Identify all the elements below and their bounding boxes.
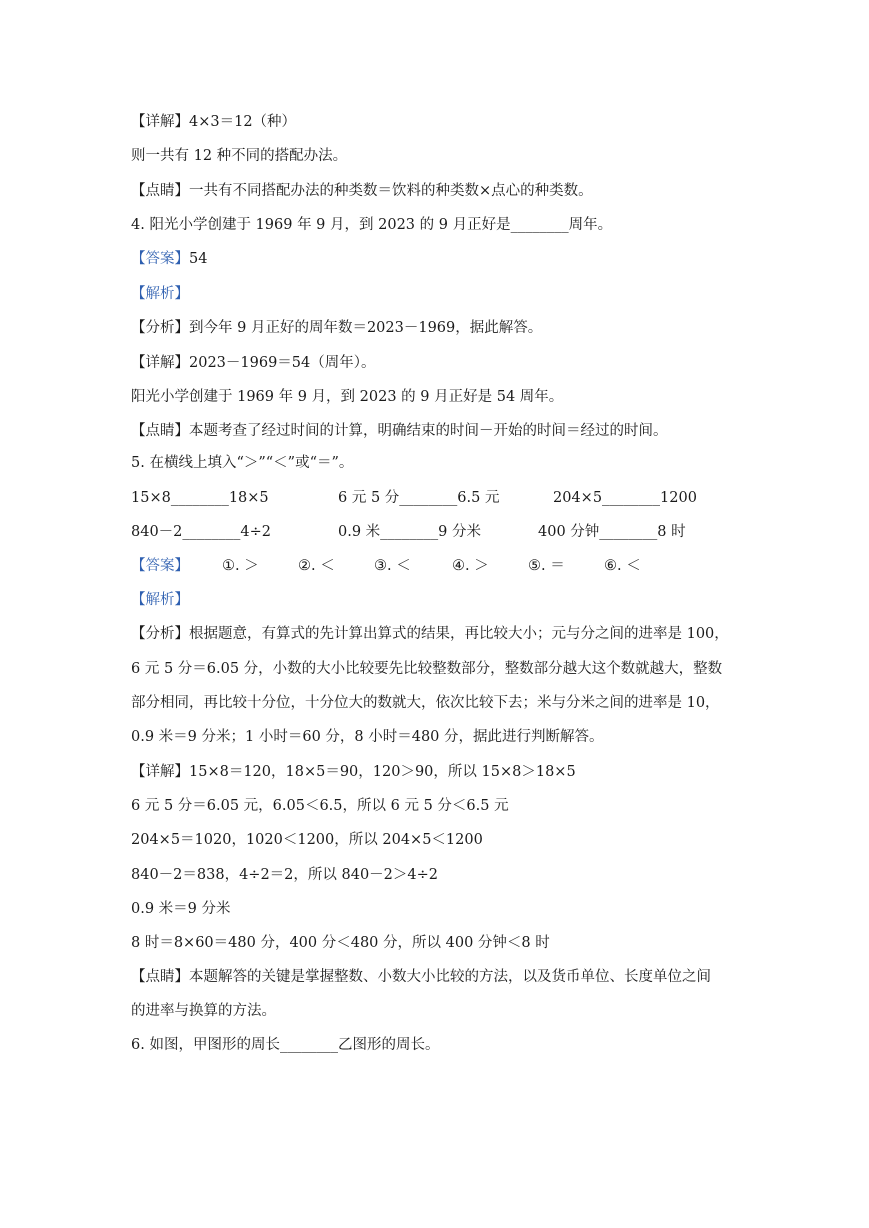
answer-tag: 【答案】 (131, 251, 189, 267)
compare-item: 15×8________18×5 (131, 490, 269, 506)
text-line: 【点睛】本题解答的关键是掌握整数、小数大小比较的方法，以及货币单位、长度单位之间 (131, 969, 711, 985)
answer-item: ④. ＞ (452, 558, 489, 574)
text-line: 【详解】15×8＝120，18×5＝90，120＞90，所以 15×8＞18×5 (131, 764, 576, 780)
analysis-tag: 【解析】 (131, 592, 189, 608)
text-line: 0.9 米＝9 分米 (131, 901, 231, 917)
compare-item: 840－2________4÷2 (131, 524, 272, 540)
text-line: 0.9 米＝9 分米；1 小时＝60 分，8 小时＝480 分，据此进行判断解答。 (131, 729, 604, 745)
question-5: 5. 在横线上填入“＞”“＜”或“＝”。 (131, 455, 354, 471)
text-line: 【点睛】一共有不同搭配办法的种类数＝饮料的种类数×点心的种类数。 (131, 183, 593, 199)
question-6: 6. 如图，甲图形的周长________乙图形的周长。 (131, 1037, 440, 1053)
text-line: 的进率与换算的方法。 (131, 1003, 276, 1019)
answer-item: ⑥. ＜ (604, 558, 641, 574)
text-line: 则一共有 12 种不同的搭配办法。 (131, 148, 348, 164)
compare-item: 204×5________1200 (553, 490, 697, 506)
analysis-tag: 【解析】 (131, 286, 189, 302)
text-line: 阳光小学创建于 1969 年 9 月，到 2023 的 9 月正好是 54 周年。 (131, 389, 564, 405)
answer-line (131, 249, 207, 269)
text-line: 840－2＝838，4÷2＝2，所以 840－2＞4÷2 (131, 867, 439, 883)
text-line: 【详解】2023－1969＝54（周年）。 (131, 355, 376, 371)
question-4: 4. 阳光小学创建于 1969 年 9 月，到 2023 的 9 月正好是________周年。 (131, 217, 613, 233)
text-line: 【分析】到今年 9 月正好的周年数＝2023－1969，据此解答。 (131, 320, 543, 336)
text-line: 8 时＝8×60＝480 分，400 分＜480 分，所以 400 分钟＜8 时 (131, 935, 550, 951)
compare-item: 400 分钟________8 时 (538, 524, 686, 540)
answer-item: ⑤. ＝ (528, 558, 565, 574)
answer-item: ③. ＜ (374, 558, 411, 574)
text-line: 【分析】根据题意，有算式的先计算出算式的结果，再比较大小；元与分之间的进率是 100， (131, 626, 729, 642)
compare-item: 0.9 米________9 分米 (338, 524, 482, 540)
compare-item: 6 元 5 分________6.5 元 (338, 490, 500, 506)
text-line: 【详解】4×3＝12（种） (131, 114, 297, 130)
text-line: 6 元 5 分＝6.05 元，6.05＜6.5，所以 6 元 5 分＜6.5 元 (131, 798, 509, 814)
answer-item: ①. ＞ (222, 558, 259, 574)
answer-tag: 【答案】 (131, 558, 189, 574)
text-line: 6 元 5 分＝6.05 分，小数的大小比较要先比较整数部分，整数部分越大这个数就越大，整数 (131, 661, 723, 677)
text-line: 【点睛】本题考查了经过时间的计算，明确结束的时间－开始的时间＝经过的时间。 (131, 423, 668, 439)
text-line: 部分相同，再比较十分位，十分位大的数就大，依次比较下去；米与分米之间的进率是 10， (131, 695, 720, 711)
text-line: 204×5＝1020，1020＜1200，所以 204×5＜1200 (131, 832, 483, 848)
answer-value: 54 (189, 251, 208, 267)
answer-item: ②. ＜ (298, 558, 335, 574)
